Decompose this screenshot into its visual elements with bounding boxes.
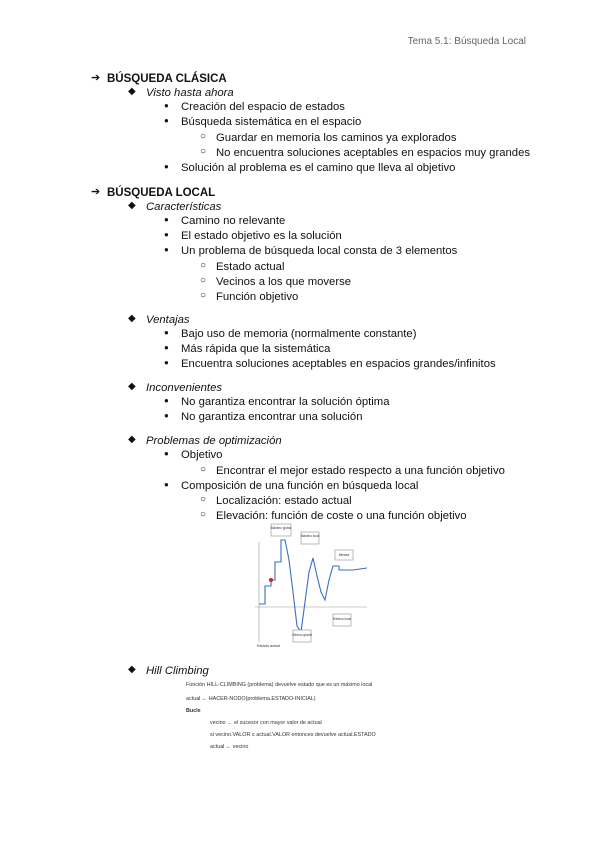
diamond-icon: ◆ <box>128 86 136 97</box>
bullet-dot-icon: ● <box>164 215 169 224</box>
bullet-dot-icon: ● <box>164 245 169 254</box>
bullet-circle-icon: ○ <box>200 146 207 157</box>
section-title-local: BÚSQUEDA LOCAL <box>107 187 216 199</box>
list-item: Creación del espacio de estados <box>181 101 345 113</box>
bullet-dot-icon: ● <box>164 343 169 352</box>
subheading-hill-climbing: Hill Climbing <box>146 665 209 677</box>
label-max-global: Máximo global <box>270 526 292 530</box>
bullet-dot-icon: ● <box>164 411 169 420</box>
list-item: No garantiza encontrar la solución óptima <box>181 396 390 408</box>
list-item: Camino no relevante <box>181 215 286 227</box>
list-item: Vecinos a los que moverse <box>216 276 352 288</box>
list-item: Más rápida que la sistemática <box>181 343 331 355</box>
state-space-diagram <box>255 522 367 648</box>
code-line: actual ← vecino <box>210 744 249 750</box>
bullet-dot-icon: ● <box>164 116 169 125</box>
bullet-dot-icon: ● <box>164 480 169 489</box>
code-line: actual ← HACER-NODO(problema.ESTADO-INICIAL) <box>186 696 316 702</box>
bullet-dot-icon: ● <box>164 101 169 110</box>
current-state-marker <box>269 578 273 582</box>
list-item: Búsqueda sistemática en el espacio <box>181 116 362 128</box>
bullet-circle-icon: ○ <box>200 509 207 520</box>
list-item: Objetivo <box>181 449 223 461</box>
bullet-dot-icon: ● <box>164 328 169 337</box>
list-item: No garantiza encontrar una solución <box>181 411 363 423</box>
label-min-local: Mínimo local <box>333 617 351 621</box>
list-item: No encuentra soluciones aceptables en espacios muy grandes <box>216 147 530 159</box>
code-line: Bucle <box>186 708 201 714</box>
bullet-circle-icon: ○ <box>200 290 207 301</box>
subheading-caracteristicas: Características <box>146 201 222 213</box>
bullet-dot-icon: ● <box>164 162 169 171</box>
subheading-visto: Visto hasta ahora <box>146 87 234 99</box>
bullet-circle-icon: ○ <box>200 494 207 505</box>
bullet-circle-icon: ○ <box>200 131 207 142</box>
list-item: Solución al problema es el camino que lleva al objetivo <box>181 162 456 174</box>
subheading-problemas: Problemas de optimización <box>146 435 282 447</box>
list-item: El estado objetivo es la solución <box>181 230 342 242</box>
arrow-icon: ➔ <box>91 186 101 198</box>
section-title-clasica: BÚSQUEDA CLÁSICA <box>107 73 227 85</box>
list-item: Elevación: función de coste o una función objetivo <box>216 510 467 522</box>
list-item: Localización: estado actual <box>216 495 352 507</box>
diamond-icon: ◆ <box>128 434 136 445</box>
subheading-ventajas: Ventajas <box>146 314 190 326</box>
bullet-dot-icon: ● <box>164 230 169 239</box>
list-item: Guardar en memoria los caminos ya explorados <box>216 132 457 144</box>
diamond-icon: ◆ <box>128 200 136 211</box>
list-item: Composición de una función en búsqueda local <box>181 480 419 492</box>
bullet-dot-icon: ● <box>164 449 169 458</box>
code-line: Función HILL-CLIMBING (problema) devuelve estado que es un máximo local <box>186 682 373 688</box>
list-item: Estado actual <box>216 261 285 273</box>
bullet-dot-icon: ● <box>164 396 169 405</box>
list-item: Función objetivo <box>216 291 299 303</box>
list-item: Bajo uso de memoria (normalmente constante) <box>181 328 417 340</box>
diamond-icon: ◆ <box>128 313 136 324</box>
arrow-icon: ➔ <box>91 72 101 84</box>
list-item: Encuentra soluciones aceptables en espacios grandes/infinitos <box>181 358 496 370</box>
code-line: si vecino.VALOR ≤ actual.VALOR entonces devuelve actual.ESTADO <box>210 732 376 738</box>
code-line: vecino ← el sucesor con mayor valor de actual <box>210 720 322 726</box>
bullet-dot-icon: ● <box>164 358 169 367</box>
label-max-local: Máximo local <box>300 534 320 538</box>
bullet-circle-icon: ○ <box>200 260 207 271</box>
diamond-icon: ◆ <box>128 664 136 675</box>
bullet-circle-icon: ○ <box>200 464 207 475</box>
subheading-inconvenientes: Inconvenientes <box>146 382 222 394</box>
page-header: Tema 5.1: Búsqueda Local <box>407 36 526 47</box>
diamond-icon: ◆ <box>128 381 136 392</box>
bullet-circle-icon: ○ <box>200 275 207 286</box>
label-estado-actual: Estado actual <box>257 644 281 648</box>
label-min-global: Mínimo global <box>292 633 312 637</box>
list-item: Encontrar el mejor estado respecto a una función objetivo <box>216 465 505 477</box>
list-item: Un problema de búsqueda local consta de 3 elementos <box>181 245 458 257</box>
label-meseta: Meseta <box>338 553 350 557</box>
